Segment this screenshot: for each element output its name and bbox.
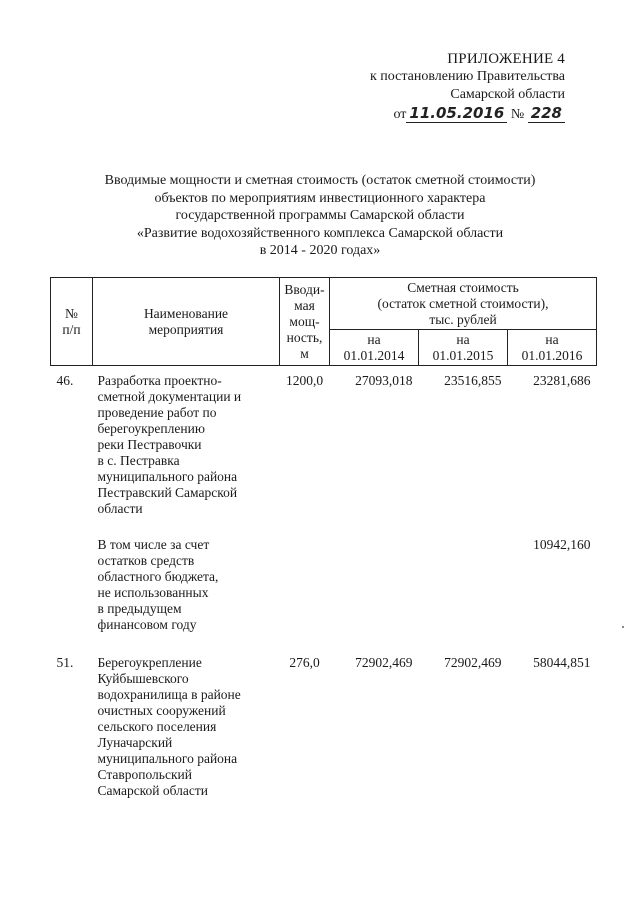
row-value-2016: 58044,851 [533, 655, 591, 670]
row-number [51, 537, 93, 633]
row-value-2015: 23516,855 [444, 373, 502, 388]
table-row [51, 537, 597, 633]
scan-speck [622, 626, 624, 628]
heading-line: Вводимые мощности и сметная стоимость (остаток сметной стоимости) [104, 173, 536, 188]
number-sign: № [510, 107, 525, 122]
handwritten-number: 228 [528, 104, 565, 123]
heading-line: объектов по мероприятиям инвестиционного характера [154, 190, 486, 206]
cost-table [50, 277, 597, 799]
approval-line-2: Самарской области [450, 87, 565, 102]
row-capacity: 1200,0 [285, 373, 324, 388]
row-capacity [280, 537, 330, 633]
row-value-2015: 72902,469 [444, 655, 502, 670]
table-row [51, 366, 597, 518]
approval-line-1: к постановлению Правительства [369, 69, 565, 84]
table-header [51, 278, 597, 366]
header-number: № п/п [51, 278, 93, 366]
header-cost: Сметная стоимость (остаток сметной стоимости), тыс. рублей [330, 278, 597, 330]
document-heading [55, 172, 585, 260]
appendix-title: ПРИЛОЖЕНИЕ 4 [447, 51, 565, 67]
row-capacity: 276,0 [289, 655, 320, 670]
row-value-2014: 72902,469 [355, 655, 413, 670]
header-date-2016: на 01.01.2016 [508, 330, 597, 366]
approval-date-line [300, 104, 565, 124]
heading-line: «Развитие водохозяйственного комплекса Самарской области [136, 225, 504, 241]
handwritten-date: 11.05.2016 [406, 104, 507, 123]
row-value-2016: 23281,686 [533, 373, 591, 388]
row-value-2014 [330, 537, 419, 633]
table-row [51, 655, 597, 799]
header-date-2014: на 01.01.2014 [330, 330, 419, 366]
row-value-2015 [419, 537, 508, 633]
row-number: 46. [56, 373, 74, 388]
row-number: 51. [56, 655, 74, 670]
row-value-2016: 10942,160 [533, 537, 591, 552]
row-name: Берегоукрепление Куйбышевского водохранилища в районе очистных сооружений сельского поселения Луначарский муниципального района Ставропольский Самарской области [97, 655, 241, 798]
header-date-2015: на 01.01.2015 [419, 330, 508, 366]
row-value-2014: 27093,018 [355, 373, 413, 388]
date-prefix: от [393, 107, 407, 122]
heading-line: государственной программы Самарской области [175, 208, 465, 223]
header-capacity: Вводи- мая мощ- ность, м [280, 278, 330, 366]
row-name: Разработка проектно- сметной документации и проведение работ по берегоукреплению реки Пестравочки в с. Пестравка муниципального района Пестравский Самарской области [97, 373, 242, 516]
row-name: В том числе за счет остатков средств областного бюджета, не использованных в предыдущем финансовом году [97, 537, 219, 632]
approval-block [300, 50, 565, 124]
header-name: Наименование мероприятия [93, 278, 280, 366]
heading-line: в 2014 - 2020 годах» [259, 243, 381, 258]
